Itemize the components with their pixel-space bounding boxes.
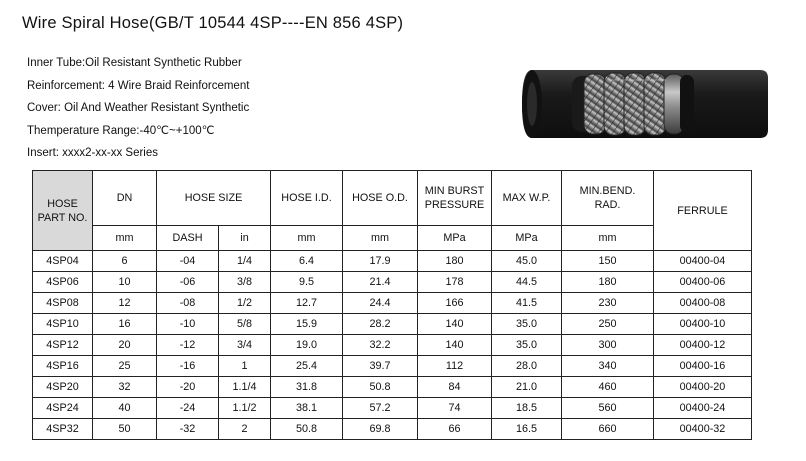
spec-inner-tube: Inner Tube:Oil Resistant Synthetic Rubber: [27, 57, 242, 69]
cell-dn: 32: [93, 377, 157, 398]
cell-inch: 1/4: [219, 251, 271, 272]
cell-burst: 140: [418, 314, 492, 335]
cell-ferrule: 00400-20: [654, 377, 752, 398]
cell-id: 31.8: [271, 377, 343, 398]
cell-bend: 340: [562, 356, 654, 377]
unit-burst: MPa: [418, 226, 492, 251]
table-row: [33, 293, 752, 314]
cell-inch: 3/8: [219, 272, 271, 293]
cell-ferrule: 00400-10: [654, 314, 752, 335]
cell-dash: -08: [157, 293, 219, 314]
spec-insert: Insert: xxxx2-xx-xx Series: [27, 147, 158, 159]
cell-id: 15.9: [271, 314, 343, 335]
cell-dn: 10: [93, 272, 157, 293]
table-row: [33, 272, 752, 293]
cell-ferrule: 00400-06: [654, 272, 752, 293]
cell-wp: 45.0: [492, 251, 562, 272]
cell-od: 28.2: [343, 314, 418, 335]
spec-temperature: Themperature Range:-40℃~+100℃: [27, 124, 215, 137]
header-burst-pressure: MIN BURST PRESSURE: [418, 171, 492, 226]
cell-part-no: 4SP06: [33, 272, 93, 293]
cell-dash: -12: [157, 335, 219, 356]
cell-dash: -04: [157, 251, 219, 272]
cell-burst: 112: [418, 356, 492, 377]
page-title: Wire Spiral Hose(GB/T 10544 4SP----EN 856 4SP): [22, 14, 404, 32]
table-row: [33, 398, 752, 419]
cell-od: 57.2: [343, 398, 418, 419]
spec-list: [27, 52, 249, 165]
cell-ferrule: 00400-12: [654, 335, 752, 356]
cell-burst: 140: [418, 335, 492, 356]
cell-id: 9.5: [271, 272, 343, 293]
cell-id: 6.4: [271, 251, 343, 272]
table-row: [33, 356, 752, 377]
cell-wp: 16.5: [492, 419, 562, 440]
cell-id: 19.0: [271, 335, 343, 356]
cell-part-no: 4SP20: [33, 377, 93, 398]
cell-wp: 44.5: [492, 272, 562, 293]
cell-dn: 40: [93, 398, 157, 419]
cell-ferrule: 00400-08: [654, 293, 752, 314]
cell-bend: 660: [562, 419, 654, 440]
unit-dash: DASH: [157, 226, 219, 251]
header-hose-size: HOSE SIZE: [157, 171, 271, 226]
cell-burst: 66: [418, 419, 492, 440]
hose-cutaway-icon: [520, 66, 770, 142]
cell-part-no: 4SP10: [33, 314, 93, 335]
header-hose-id: HOSE I.D.: [271, 171, 343, 226]
header-ferrule: FERRULE: [654, 171, 752, 251]
cell-dn: 12: [93, 293, 157, 314]
cell-dn: 25: [93, 356, 157, 377]
cell-bend: 560: [562, 398, 654, 419]
cell-part-no: 4SP04: [33, 251, 93, 272]
table-row: [33, 335, 752, 356]
cell-dn: 16: [93, 314, 157, 335]
cell-id: 50.8: [271, 419, 343, 440]
cell-id: 25.4: [271, 356, 343, 377]
cell-part-no: 4SP16: [33, 356, 93, 377]
cell-dash: -32: [157, 419, 219, 440]
cell-wp: 41.5: [492, 293, 562, 314]
cell-dn: 50: [93, 419, 157, 440]
cell-bend: 250: [562, 314, 654, 335]
cell-inch: 1.1/4: [219, 377, 271, 398]
cell-dash: -06: [157, 272, 219, 293]
cell-wp: 28.0: [492, 356, 562, 377]
cell-bend: 460: [562, 377, 654, 398]
cell-od: 50.8: [343, 377, 418, 398]
cell-ferrule: 00400-32: [654, 419, 752, 440]
cell-bend: 180: [562, 272, 654, 293]
cell-ferrule: 00400-24: [654, 398, 752, 419]
cell-part-no: 4SP08: [33, 293, 93, 314]
cell-inch: 3/4: [219, 335, 271, 356]
cell-od: 32.2: [343, 335, 418, 356]
unit-od: mm: [343, 226, 418, 251]
cell-dn: 20: [93, 335, 157, 356]
cell-od: 21.4: [343, 272, 418, 293]
cell-dash: -16: [157, 356, 219, 377]
header-part-no: HOSE PART NO.: [33, 171, 93, 251]
cell-dash: -10: [157, 314, 219, 335]
cell-part-no: 4SP12: [33, 335, 93, 356]
cell-od: 17.9: [343, 251, 418, 272]
cell-burst: 84: [418, 377, 492, 398]
cell-dash: -24: [157, 398, 219, 419]
table-row: [33, 377, 752, 398]
unit-id: mm: [271, 226, 343, 251]
cell-od: 69.8: [343, 419, 418, 440]
spec-table: [32, 170, 752, 440]
cell-dash: -20: [157, 377, 219, 398]
unit-dn: mm: [93, 226, 157, 251]
table-row: [33, 314, 752, 335]
unit-bend: mm: [562, 226, 654, 251]
cell-wp: 21.0: [492, 377, 562, 398]
cell-id: 12.7: [271, 293, 343, 314]
cell-inch: 1: [219, 356, 271, 377]
header-dn: DN: [93, 171, 157, 226]
cell-inch: 5/8: [219, 314, 271, 335]
spec-cover: Cover: Oil And Weather Resistant Synthetic: [27, 102, 250, 114]
table-row: [33, 251, 752, 272]
cell-dn: 6: [93, 251, 157, 272]
header-hose-od: HOSE O.D.: [343, 171, 418, 226]
cell-wp: 35.0: [492, 335, 562, 356]
cell-od: 39.7: [343, 356, 418, 377]
cell-burst: 178: [418, 272, 492, 293]
cell-wp: 35.0: [492, 314, 562, 335]
cell-inch: 1/2: [219, 293, 271, 314]
header-bend-radius: MIN.BEND. RAD.: [562, 171, 654, 226]
cell-ferrule: 00400-04: [654, 251, 752, 272]
cell-part-no: 4SP32: [33, 419, 93, 440]
header-working-pressure: MAX W.P.: [492, 171, 562, 226]
spec-reinforcement: Reinforcement: 4 Wire Braid Reinforcement: [27, 79, 250, 92]
cell-burst: 166: [418, 293, 492, 314]
cell-bend: 150: [562, 251, 654, 272]
cell-bend: 300: [562, 335, 654, 356]
cell-burst: 180: [418, 251, 492, 272]
cell-part-no: 4SP24: [33, 398, 93, 419]
cell-burst: 74: [418, 398, 492, 419]
table-row: [33, 419, 752, 440]
unit-inch: in: [219, 226, 271, 251]
unit-wp: MPa: [492, 226, 562, 251]
cell-inch: 2: [219, 419, 271, 440]
cell-od: 24.4: [343, 293, 418, 314]
cell-id: 38.1: [271, 398, 343, 419]
cell-inch: 1.1/2: [219, 398, 271, 419]
cell-bend: 230: [562, 293, 654, 314]
cell-wp: 18.5: [492, 398, 562, 419]
cell-ferrule: 00400-16: [654, 356, 752, 377]
